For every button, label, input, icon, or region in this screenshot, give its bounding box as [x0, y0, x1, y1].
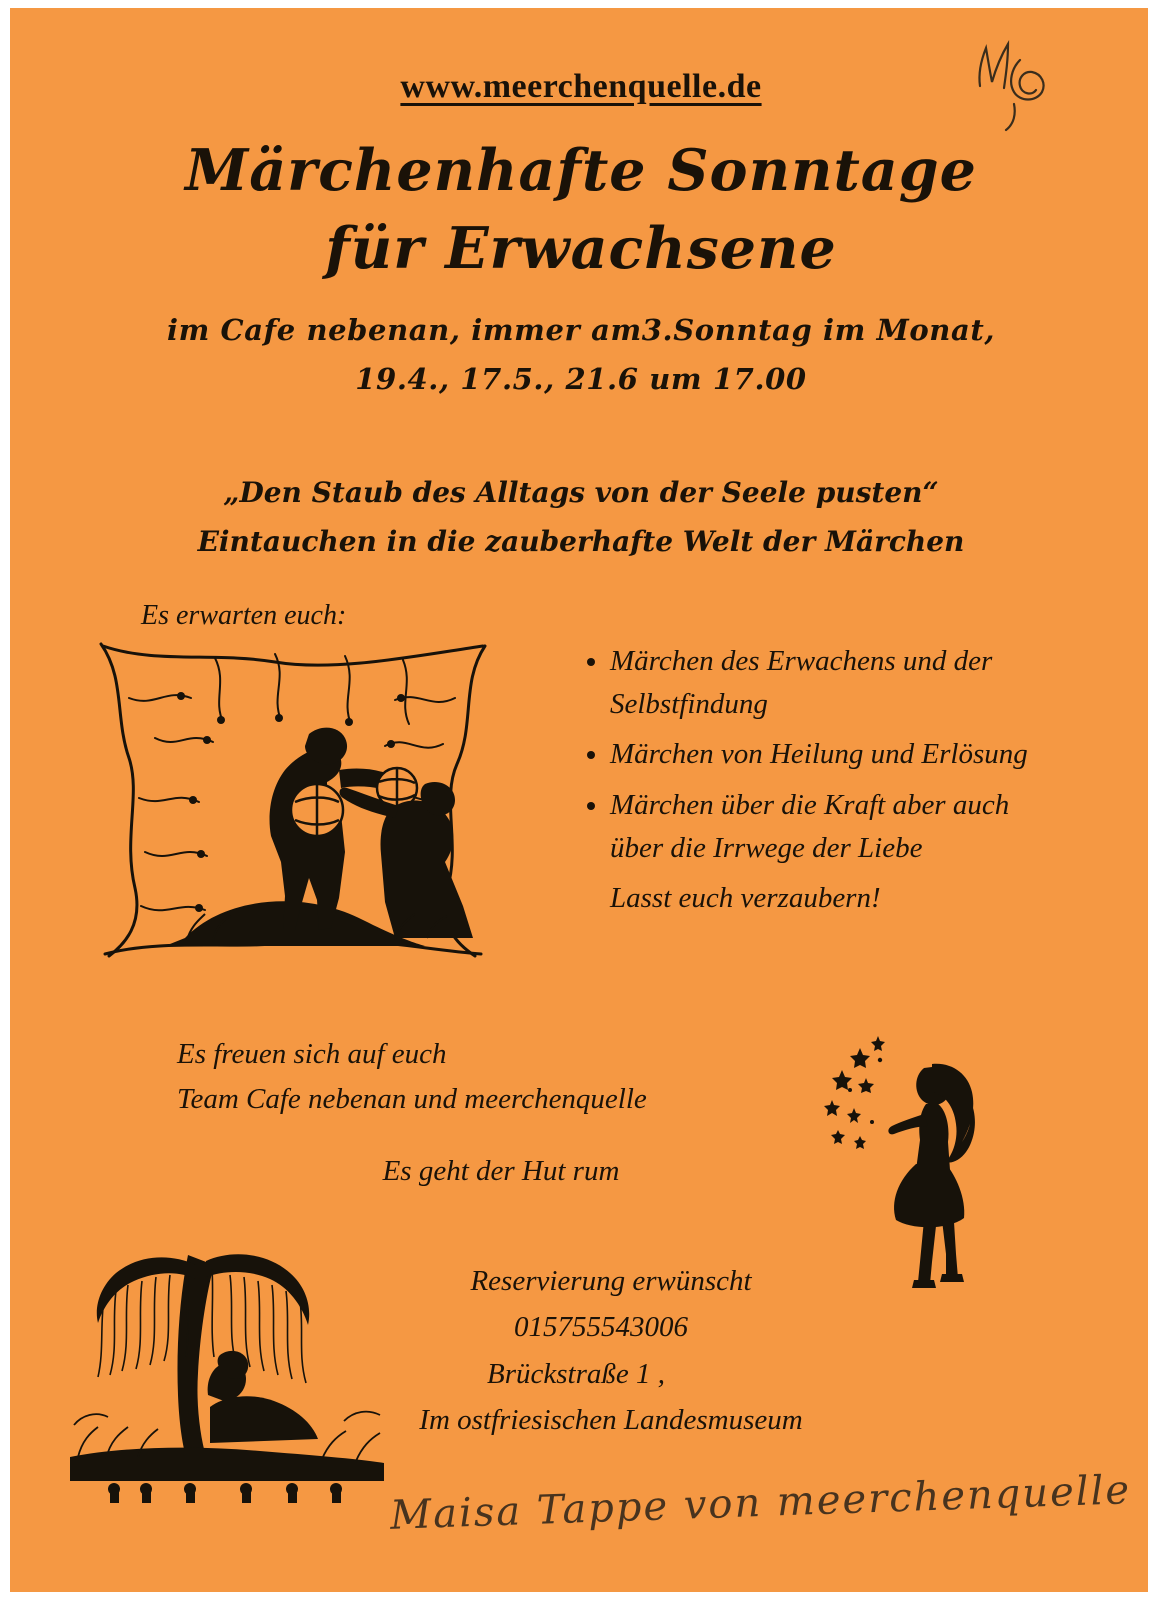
page-edge-top: [0, 0, 1162, 8]
list-item: • Märchen von Heilung und Erlösung: [610, 733, 1028, 776]
reservation-note: Reservierung erwünscht: [470, 1265, 752, 1297]
donation-note: Es geht der Hut rum: [382, 1155, 620, 1187]
list-item: • Märchen des Erwachens und der Selbstfindung: [610, 640, 1028, 725]
bullets-closing-line: Lasst euch verzaubern!: [610, 882, 881, 915]
closing-greeting: [177, 1032, 647, 1122]
quote-line-1: „Den Staub des Alltags von der Seele pusten“: [223, 476, 939, 509]
schedule-line-1: im Cafe nebenan, immer am3.Sonntag im Monat,: [166, 313, 996, 347]
scherenschnitt-brambles-image: [95, 638, 490, 963]
tagline-quote: [0, 468, 1162, 566]
page-title: [0, 132, 1162, 287]
expectations-label: Es erwarten euch:: [141, 600, 347, 631]
event-schedule: [0, 306, 1162, 405]
title-line-1: Märchenhafte Sonntage: [185, 137, 977, 204]
page-edge-bottom: [0, 1592, 1162, 1598]
phone-number[interactable]: 015755543006: [514, 1311, 688, 1344]
title-line-2: für Erwachsene: [325, 214, 837, 282]
contact-block: [0, 1258, 1162, 1444]
schedule-dates: 19.4., 17.5., 21.6 um 17.00: [355, 362, 807, 397]
program-bullets: [568, 640, 1028, 920]
quote-line-2: Eintauchen in die zauberhafte Welt der Märchen: [197, 525, 965, 558]
list-item: • Märchen über die Kraft aber auch über die Irrwege der Liebe: [610, 784, 1028, 869]
greeting-line-2: Team Cafe nebenan und meerchenquelle: [177, 1082, 647, 1115]
handwritten-signature: Maisa Tappe von meerchenquelle: [389, 1467, 1132, 1539]
website-url[interactable]: www.meerchenquelle.de: [400, 68, 762, 105]
greeting-line-1: Es freuen sich auf euch: [177, 1038, 447, 1070]
address-line-1: Brückstraße 1 ,: [487, 1357, 665, 1390]
address-line-2: Im ostfriesischen Landesmuseum: [419, 1404, 803, 1437]
